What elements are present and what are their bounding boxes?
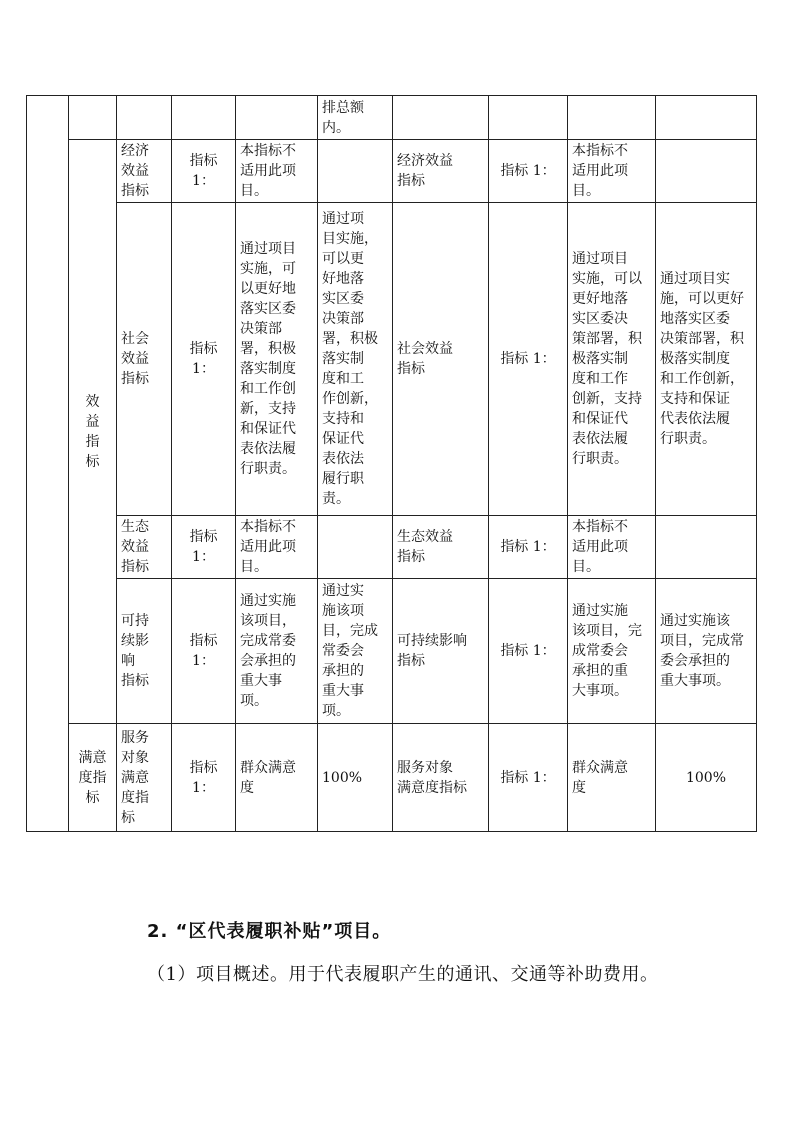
table-cell [117, 96, 172, 140]
indicator-value: 通过实 施该项 目，完成 常委会 承担的 重大事 项。 [318, 579, 393, 724]
benefit-group-label: 效 益 指 标 [69, 140, 117, 724]
table-row [27, 203, 757, 516]
indicator-index: 指标 1： [489, 203, 568, 516]
table-cell [489, 96, 568, 140]
table-row [27, 140, 757, 203]
sub-indicator: 社会效益 指标 [393, 203, 489, 516]
indicator-value: 通过项目实 施，可以更好 地落实区委 决策部署，积 极落实制度 和工作创新， 支持和保证 代表依法履 行职责。 [656, 203, 757, 516]
indicator-value: 100% [318, 724, 393, 832]
indicator-value [656, 516, 757, 579]
sub-indicator: 可持续影响 指标 [393, 579, 489, 724]
table-cell [568, 96, 656, 140]
table-row [27, 579, 757, 724]
table-cell [393, 96, 489, 140]
indicator-index: 指标 1： [172, 724, 236, 832]
table-cell [236, 96, 318, 140]
sub-indicator: 服务对象 满意度指标 [393, 724, 489, 832]
section-heading: 2. “区代表履职补贴”项目。 [147, 921, 392, 942]
indicator-index: 指标 1： [489, 140, 568, 203]
table-row [27, 724, 757, 832]
indicator-index: 指标 1： [172, 516, 236, 579]
indicator-value: 本指标不 适用此项 目。 [236, 140, 318, 203]
sub-indicator: 生态 效益 指标 [117, 516, 172, 579]
table-row-continuation [27, 96, 757, 140]
indicator-value: 通过实施该 项目，完成常 委会承担的 重大事项。 [656, 579, 757, 724]
indicator-index: 指标 1： [489, 579, 568, 724]
section-paragraph: （1）项目概述。用于代表履职产生的通讯、交通等补助费用。 [147, 964, 659, 985]
indicator-value: 通过项目 实施，可 以更好地 落实区委 决策部 署，积极 落实制度 和工作创 新，支持 和保证代 表依法履 行职责。 [236, 203, 318, 516]
sub-indicator: 经济 效益 指标 [117, 140, 172, 203]
indicator-value: 通过项目 实施，可以 更好地落 实区委决 策部署，积 极落实制 度和工作 创新，支持 和保证代 表依法履 行职责。 [568, 203, 656, 516]
indicator-value: 本指标不 适用此项 目。 [568, 516, 656, 579]
indicator-index: 指标 1： [489, 724, 568, 832]
indicator-index: 指标 1： [172, 140, 236, 203]
indicator-value [318, 516, 393, 579]
performance-indicator-table [26, 95, 757, 832]
sub-indicator: 生态效益 指标 [393, 516, 489, 579]
indicator-value [656, 140, 757, 203]
indicator-value: 通过项 目实施， 可以更 好地落 实区委 决策部 署，积极 落实制 度和工 作创新， 支持和 保证代 表依法 履行职 责。 [318, 203, 393, 516]
indicator-index: 指标 1： [172, 203, 236, 516]
sub-indicator: 可持 续影 响 指标 [117, 579, 172, 724]
indicator-value: 本指标不 适用此项 目。 [236, 516, 318, 579]
indicator-value: 群众满意 度 [568, 724, 656, 832]
indicator-value: 通过实施 该项目， 完成常委 会承担的 重大事 项。 [236, 579, 318, 724]
table-cell [69, 96, 117, 140]
satisfaction-group-label: 满意 度指 标 [69, 724, 117, 832]
sub-indicator: 服务 对象 满意 度指 标 [117, 724, 172, 832]
indicator-value: 本指标不 适用此项 目。 [568, 140, 656, 203]
table-cell: 排总额 内。 [318, 96, 393, 140]
indicator-value: 100% [656, 724, 757, 832]
indicator-index: 指标 1： [172, 579, 236, 724]
table-row [27, 516, 757, 579]
table-cell [172, 96, 236, 140]
indicator-value: 群众满意 度 [236, 724, 318, 832]
sub-indicator: 社会 效益 指标 [117, 203, 172, 516]
indicator-index: 指标 1： [489, 516, 568, 579]
sub-indicator: 经济效益 指标 [393, 140, 489, 203]
indicator-value [318, 140, 393, 203]
outer-category-cell [27, 96, 69, 832]
table-cell [656, 96, 757, 140]
indicator-value: 通过实施 该项目，完 成常委会 承担的重 大事项。 [568, 579, 656, 724]
